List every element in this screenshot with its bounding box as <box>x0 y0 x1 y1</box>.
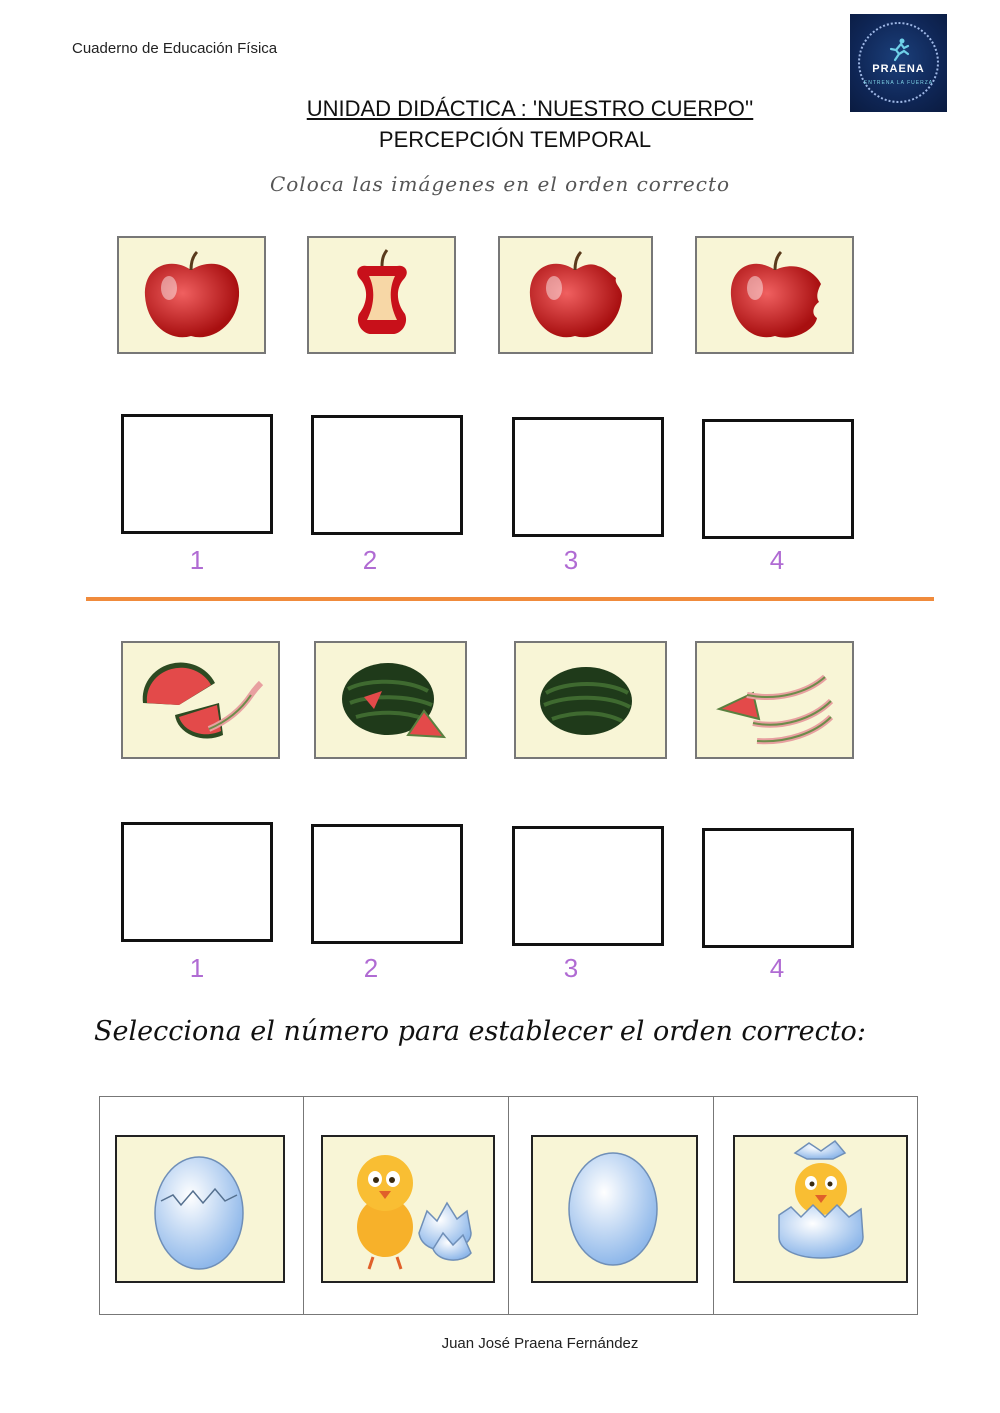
notebook-title: Cuaderno de Educación Física <box>72 40 278 57</box>
apple-two-bites-icon <box>697 238 852 352</box>
unit-title-text: UNIDAD DIDÁCTICA : 'NUESTRO CUERPO'' <box>306 96 754 121</box>
slot-number: 3 <box>563 953 579 983</box>
runner-icon <box>888 38 910 62</box>
slot-number: 2 <box>362 545 378 575</box>
apple-card-4[interactable] <box>695 236 854 354</box>
egg-card-1[interactable] <box>115 1135 285 1283</box>
slot-number: 2 <box>363 953 379 983</box>
watermelon-answer-slot-2[interactable] <box>311 824 463 944</box>
egg-card-4[interactable] <box>733 1135 908 1283</box>
author-footer: Juan José Praena Fernández <box>441 1335 639 1352</box>
whole-egg-icon <box>533 1137 696 1281</box>
apple-answer-slot-2[interactable] <box>311 415 463 535</box>
unit-title <box>0 96 1000 122</box>
slot-number: 4 <box>769 953 785 983</box>
egg-card-2[interactable] <box>321 1135 495 1283</box>
apple-one-bite-icon <box>500 238 651 352</box>
whole-apple-icon <box>119 238 264 352</box>
instruction-order-images: Coloca las imágenes en el orden correcto <box>269 172 731 196</box>
apple-card-1[interactable] <box>117 236 266 354</box>
slot-number: 3 <box>563 545 579 575</box>
logo-brand: PRAENA <box>872 63 925 75</box>
watermelon-card-4[interactable] <box>695 641 854 759</box>
instruction-select-number: Selecciona el número para establecer el orden correcto: <box>94 1016 866 1047</box>
watermelon-answer-slot-3[interactable] <box>512 826 664 946</box>
egg-card-3[interactable] <box>531 1135 698 1283</box>
chick-hatching-icon <box>735 1137 906 1281</box>
apple-answer-slot-3[interactable] <box>512 417 664 537</box>
table-border <box>917 1096 918 1315</box>
table-border <box>508 1096 509 1315</box>
watermelon-rinds-icon <box>697 643 852 757</box>
apple-core-icon <box>309 238 454 352</box>
watermelon-card-3[interactable] <box>514 641 667 759</box>
slot-number: 1 <box>189 545 205 575</box>
apple-card-2[interactable] <box>307 236 456 354</box>
chick-with-shell-icon <box>323 1137 493 1281</box>
apple-answer-slot-4[interactable] <box>702 419 854 539</box>
watermelon-slice-cut-icon <box>316 643 465 757</box>
slot-number: 4 <box>769 545 785 575</box>
apple-answer-slot-1[interactable] <box>121 414 273 534</box>
slot-number: 1 <box>189 953 205 983</box>
watermelon-card-1[interactable] <box>121 641 280 759</box>
logo-tagline: ENTRENA LA FUERZA <box>863 80 934 86</box>
cracked-egg-icon <box>117 1137 283 1281</box>
table-border <box>713 1096 714 1315</box>
watermelon-cut-icon <box>123 643 278 757</box>
section-divider <box>86 597 934 601</box>
table-border <box>99 1096 100 1315</box>
unit-subtitle: PERCEPCIÓN TEMPORAL <box>378 127 652 152</box>
watermelon-answer-slot-4[interactable] <box>702 828 854 948</box>
whole-watermelon-icon <box>516 643 665 757</box>
apple-card-3[interactable] <box>498 236 653 354</box>
watermelon-answer-slot-1[interactable] <box>121 822 273 942</box>
table-border <box>303 1096 304 1315</box>
watermelon-card-2[interactable] <box>314 641 467 759</box>
